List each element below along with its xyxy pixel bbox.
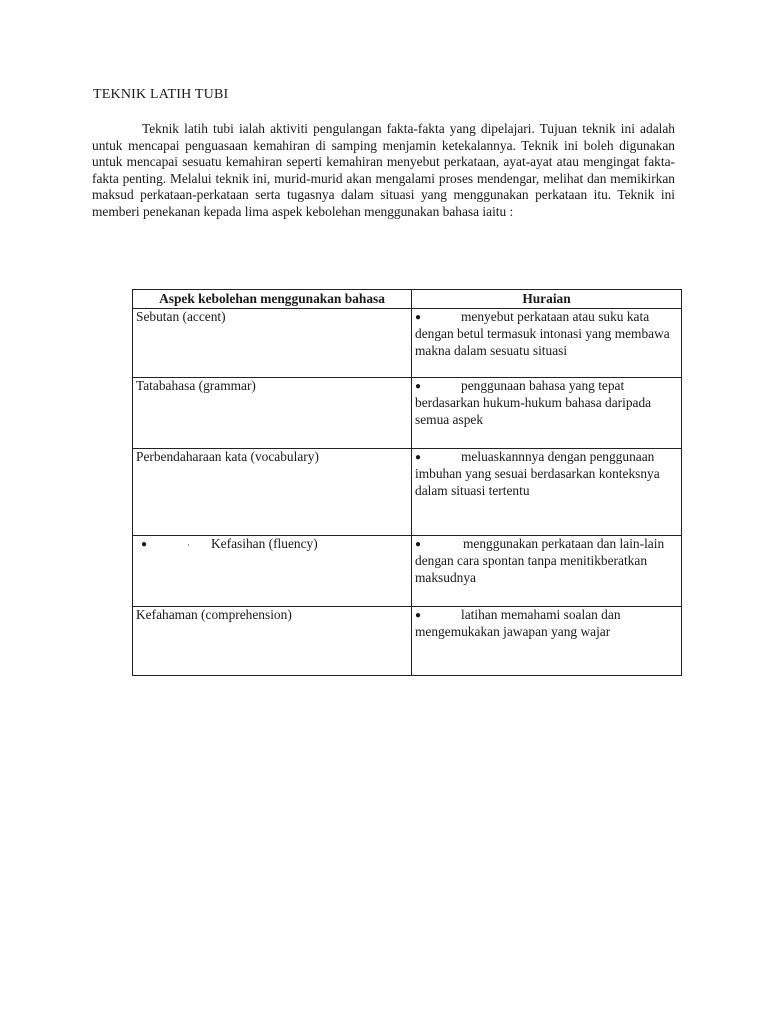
aspect-table	[132, 289, 682, 676]
description-text: penggunaan bahasa yang tepat berdasarkan hukum-hukum bahasa daripada semua aspek	[415, 377, 652, 427]
small-dot-icon: ·	[187, 539, 190, 550]
bullet-icon: ●	[141, 538, 148, 550]
table-header-row	[133, 290, 682, 309]
description-cell	[412, 308, 682, 377]
aspect-cell-accent: Sebutan (accent)	[133, 308, 412, 377]
description-cell	[412, 535, 682, 606]
description-cell	[412, 448, 682, 535]
aspect-cell-comprehension: Kefahaman (comprehension)	[133, 606, 412, 675]
table-row	[133, 606, 682, 675]
table-row	[133, 308, 682, 377]
aspect-cell-grammar: Tatabahasa (grammar)	[133, 377, 412, 448]
intro-paragraph: Teknik latih tubi ialah aktiviti pengulangan fakta-fakta yang dipelajari. Tujuan teknik ini adalah untuk mencapai penguasaan kemahiran di samping menjamin ketekalannya. Teknik ini boleh digunakan untuk mencapai sesuatu kemahiran seperti kemahiran menyebut perkataan, ayat-ayat atau mengingat fakta-fakta penting. Melalui teknik ini, murid-murid akan mengalami proses mendengar, melihat dan memikirkan maksud perkataan-perkataan serta tugasnya dalam situasi yang menggunakan perkataan itu. Teknik ini memberi penekanan kepada lima aspek kebolehan menggunakan bahasa iaitu :	[92, 121, 675, 219]
description-text: menyebut perkataan atau suku kata dengan betul termasuk intonasi yang membawa makna dalam sesuatu situasi	[415, 308, 670, 358]
description-cell	[412, 377, 682, 448]
description-text: latihan memahami soalan dan mengemukakan jawapan yang wajar	[415, 606, 621, 640]
bullet-icon: ●	[415, 311, 422, 323]
table-row	[133, 448, 682, 535]
table-row	[133, 535, 682, 606]
bullet-icon: ●	[415, 451, 422, 463]
description-text: menggunakan perkataan dan lain-lain dengan cara spontan tanpa menitikberatkan maksudnya	[415, 535, 665, 585]
aspect-text: Kefasihan (fluency)	[211, 535, 318, 551]
bullet-icon: ●	[415, 380, 422, 392]
table-row	[133, 377, 682, 448]
bullet-icon: ●	[415, 538, 422, 550]
aspect-cell-fluency	[133, 535, 412, 606]
header-aspect: Aspek kebolehan menggunakan bahasa	[133, 290, 412, 309]
document-title: TEKNIK LATIH TUBI	[93, 87, 229, 102]
aspect-bullet-line	[136, 536, 408, 554]
header-description: Huraian	[412, 290, 682, 309]
aspect-cell-vocabulary: Perbendaharaan kata (vocabulary)	[133, 448, 412, 535]
description-cell	[412, 606, 682, 675]
bullet-icon: ●	[415, 609, 422, 621]
description-text: meluaskannnya dengan penggunaan imbuhan yang sesuai berdasarkan konteksnya dalam situasi tertentu	[415, 448, 660, 498]
